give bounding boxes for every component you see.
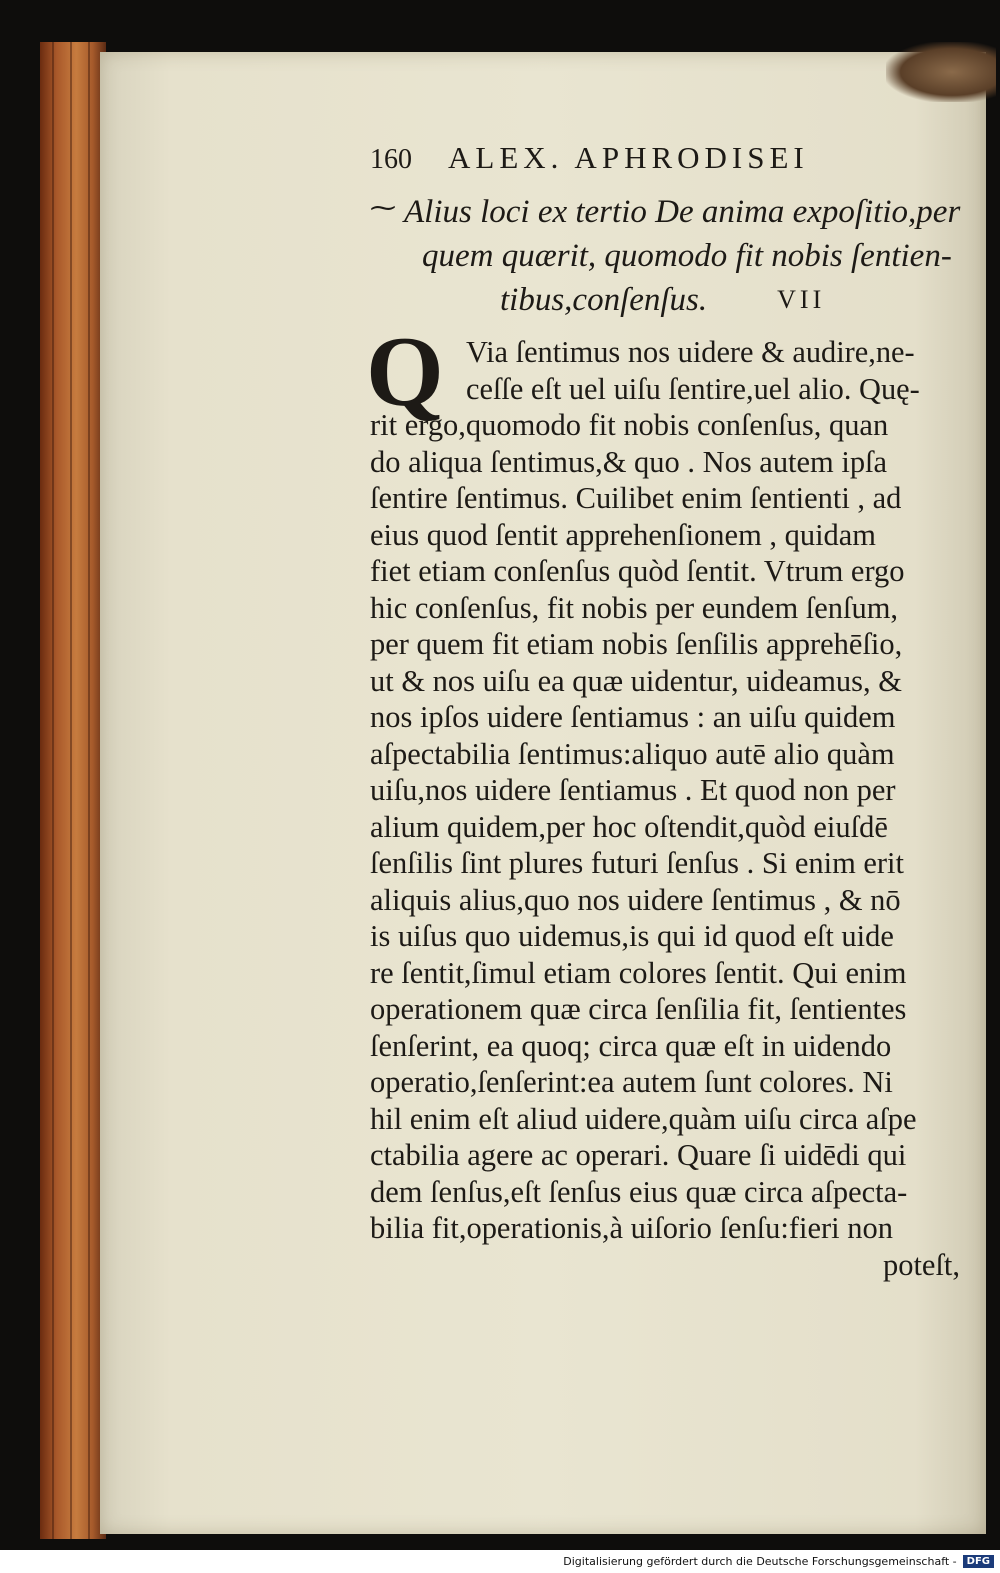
caption-line-3: tibus,conſenſus. bbox=[500, 282, 708, 318]
footer-credit: Digitalisierung gefördert durch die Deutsche Forschungsgemeinschaft - bbox=[563, 1555, 957, 1568]
text-line: hil enim eſt aliud uidere,quàm uiſu circa aſpe bbox=[370, 1101, 917, 1136]
text-line: do aliqua ſentimus,& quo . Nos autem ipſa bbox=[370, 444, 888, 479]
drop-initial: Q bbox=[366, 316, 444, 427]
caption-line-1: Alius loci ex tertio De anima expoſitio,per bbox=[404, 194, 961, 230]
caption-line-2: quem quærit, quomodo fit nobis ſentien- bbox=[422, 238, 952, 274]
page-number: 160 bbox=[370, 144, 412, 175]
text-line: bilia fit,operationis,à uiſorio ſenſu:fieri non bbox=[370, 1211, 893, 1245]
dfg-logo: DFG bbox=[963, 1555, 994, 1568]
text-line: operatio,ſenſerint:ea autem ſunt colores. Ni bbox=[370, 1065, 893, 1099]
chapter-caption bbox=[370, 190, 970, 322]
page-corner-damage bbox=[886, 42, 996, 102]
text-line: aliquis alius,quo nos uidere ſentimus , & nō bbox=[370, 882, 901, 917]
footer bbox=[0, 1550, 1000, 1573]
text-line: aſpectabilia ſentimus:aliquo autē alio quàm bbox=[370, 736, 895, 771]
text-line: is uiſus quo uidemus,is qui id quod eſt uide bbox=[370, 919, 894, 953]
text-line: ſenſerint, ea quoq; circa quæ eſt in uidendo bbox=[370, 1028, 892, 1063]
text-line: ut & nos uiſu ea quæ uidentur, uideamus, & bbox=[370, 663, 902, 698]
text-line: eius quod ſentit apprehenſionem , quidam bbox=[370, 517, 877, 552]
text-line: Via ſentimus nos uidere & audire,ne- bbox=[466, 335, 915, 369]
page-content bbox=[366, 140, 970, 1283]
book-fore-edge bbox=[40, 42, 106, 1539]
chapter-number: VII bbox=[777, 285, 826, 314]
text-line: uiſu,nos uidere ſentiamus . Et quod non per bbox=[370, 773, 896, 807]
text-line: fiet etiam conſenſus quòd ſentit. Vtrum ergo bbox=[370, 554, 905, 588]
text-line: ſenſilis ſint plures futuri ſenſus . Si enim erit bbox=[370, 846, 904, 880]
running-head bbox=[370, 140, 970, 186]
text-line: alium quidem,per hoc oſtendit,quòd eiuſdē bbox=[370, 809, 888, 844]
text-line: hic conſenſus, fit nobis per eundem ſenſum, bbox=[370, 590, 899, 625]
text-line: re ſentit,ſimul etiam colores ſentit. Qui enim bbox=[370, 955, 907, 990]
caption-marker: ⁓ bbox=[370, 193, 396, 222]
text-line: ceſſe eſt uel uiſu ſentire,uel alio. Quę- bbox=[466, 371, 920, 406]
text-line: per quem fit etiam nobis ſenſilis apprehēſio, bbox=[370, 627, 903, 661]
text-line: dem ſenſus,eſt ſenſus eius quæ circa aſpecta- bbox=[370, 1174, 908, 1209]
text-line: ctabilia agere ac operari. Quare ſi uidēdi qui bbox=[370, 1138, 907, 1172]
text-line: ſentire ſentimus. Cuilibet enim ſentienti , ad bbox=[370, 481, 902, 515]
body-text bbox=[366, 316, 970, 1283]
running-title: ALEX. APHRODISEI bbox=[448, 140, 809, 175]
text-line: poteſt, bbox=[882, 1247, 960, 1282]
text-line: operationem quæ circa ſenſilia fit, ſentientes bbox=[370, 992, 907, 1026]
text-line: nos ipſos uidere ſentiamus : an uiſu quidem bbox=[370, 700, 896, 734]
text-line: rit ergo,quomodo fit nobis conſenſus, quan bbox=[370, 408, 889, 442]
